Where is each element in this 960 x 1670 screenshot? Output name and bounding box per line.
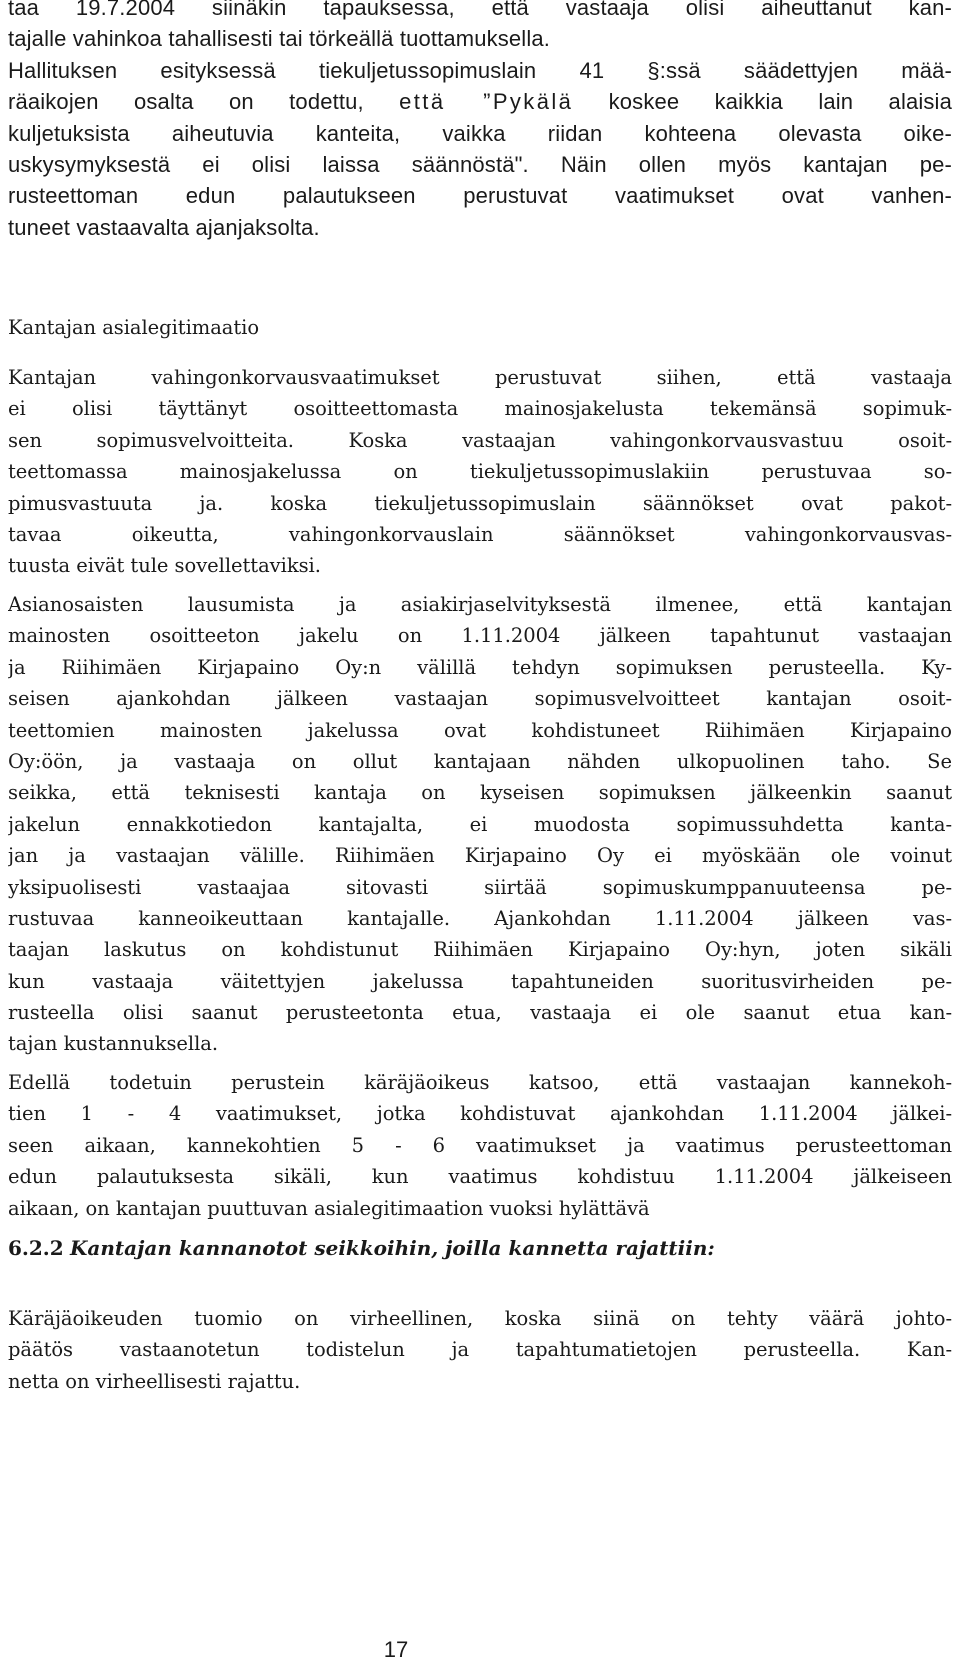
text-line: tien 1 - 4 vaatimukset, jotka kohdistuvat ajankohdan 1.11.2004 jälkei- <box>8 1102 952 1126</box>
text-line: mainosten osoitteeton jakelu on 1.11.2004 jälkeen tapahtunut vastaajan <box>8 624 952 648</box>
section-title: Kantajan kannanotot seikkoihin, joilla kannetta rajattiin: <box>70 1236 715 1260</box>
text-line: jakelun ennakkotiedon kantajalta, ei muodosta sopimussuhdetta kanta- <box>8 812 952 836</box>
text-line: teettomien mainosten jakelussa ovat kohdistuneet Riihimäen Kirjapaino <box>8 718 952 742</box>
text-line: seen aikaan, kannekohtien 5 - 6 vaatimukset ja vaatimus perusteettoman <box>8 1133 952 1157</box>
text-line: Hallituksen esityksessä tiekuljetussopimuslain 41 §:ssä säädettyjen mää- <box>8 57 952 83</box>
text-line: tavaa oikeutta, vahingonkorvauslain säännökset vahingonkorvausvas- <box>8 522 952 546</box>
text-line: Edellä todetuin perustein käräjäoikeus katsoo, että vastaajan kannekoh- <box>8 1071 952 1094</box>
text-line: tuneet vastaavalta ajanjaksolta. <box>8 214 320 240</box>
text-line: rustuvaa kanneoikeuttaan kantajalle. Ajankohdan 1.11.2004 jälkeen vas- <box>8 906 952 930</box>
text-line: tajalle vahinkoa tahallisesti tai törkeällä tuottamuksella. <box>8 26 551 52</box>
text-line: jan ja vastaajan välille. Riihimäen Kirjapaino Oy ei myöskään ole voinut <box>8 844 952 868</box>
text-span: räaikojen osalta on todettu, <box>8 89 364 115</box>
text-line <box>8 86 952 117</box>
text-line: rusteettoman edun palautukseen perustuvat vaatimukset ovat vanhen- <box>8 183 952 209</box>
document-page <box>8 0 952 1670</box>
text-line: kun vastaaja väitettyjen jakelussa tapahtuneiden suoritusvirheiden pe- <box>8 969 952 993</box>
paragraph-vahingonkorvaus <box>8 362 952 582</box>
paragraph-tuomio <box>8 1303 952 1397</box>
text-line: yksipuolisesti vastaajaa sitovasti siirtää sopimuskumppanuuteensa pe- <box>8 875 952 899</box>
section-heading <box>8 1233 952 1264</box>
text-line: uskysymyksestä ei olisi laissa säännöstä". Näin ollen myös kantajan pe- <box>8 151 952 177</box>
subheading <box>8 312 952 343</box>
text-line: ja Riihimäen Kirjapaino Oy:n välillä tehdyn sopimuksen perusteella. Ky- <box>8 655 952 679</box>
text-line: teettomassa mainosjakelussa on tiekuljetussopimuslakiin perustuvaa so- <box>8 460 952 484</box>
section-number: 6.2.2 <box>8 1236 64 1260</box>
text-line: tuusta eivät tule sovellettaviksi. <box>8 554 321 578</box>
text-line: taajan laskutus on kohdistunut Riihimäen Kirjapaino Oy:hyn, joten sikäli <box>8 938 952 962</box>
text-line: rusteella olisi saanut perusteetonta etua, vastaaja ei ole saanut etua kan- <box>8 1001 952 1025</box>
text-line: aikaan, on kantajan puuttuvan asialegitimaation vuoksi hylättävä <box>8 1196 650 1220</box>
paragraph-asianosaisten <box>8 589 952 1060</box>
subheading-text: Kantajan asialegitimaatio <box>8 316 260 339</box>
text-line: taa 19.7.2004 siinäkin tapauksessa, että vastaaja olisi aiheuttanut kan- <box>8 0 952 20</box>
text-line: kuljetuksista aiheutuvia kanteita, vaikka riidan kohteena olevasta oike- <box>8 120 952 146</box>
text-line: seisen ajankohdan jälkeen vastaajan sopimusvelvoitteet kantajan osoit- <box>8 687 952 711</box>
text-line: päätös vastaanotetun todistelun ja tapahtumatietojen perusteella. Kan- <box>8 1338 952 1362</box>
text-line: sen sopimusvelvoitteita. Koska vastaajan vahingonkorvausvastuu osoit- <box>8 428 952 452</box>
text-line: pimusvastuuta ja. koska tiekuljetussopimuslain säännökset ovat pakot- <box>8 491 952 515</box>
text-line: ei olisi täyttänyt osoitteettomasta mainosjakelusta tekemänsä sopimuk- <box>8 397 952 421</box>
paragraph-edella <box>8 1067 952 1224</box>
text-line: Oy:öön, ja vastaaja on ollut kantajaan nähden ulkopuolinen taho. Se <box>8 749 952 773</box>
text-line: tajan kustannuksella. <box>8 1032 219 1056</box>
text-line: Kantajan vahingonkorvausvaatimukset perustuvat siihen, että vastaaja <box>8 366 952 389</box>
page-number: 17 <box>383 1637 409 1662</box>
intro-paragraph <box>8 0 952 243</box>
text-line: edun palautuksesta sikäli, kun vaatimus kohdistuu 1.11.2004 jälkeiseen <box>8 1165 952 1189</box>
text-line: Käräjäoikeuden tuomio on virheellinen, koska siinä on tehty väärä johto- <box>8 1307 952 1330</box>
text-span: koskee kaikkia lain alaisia <box>608 89 952 115</box>
text-line: netta on virheellisesti rajattu. <box>8 1369 301 1393</box>
text-line: seikka, että teknisesti kantaja on kyseisen sopimuksen jälkeenkin saanut <box>8 781 952 805</box>
text-line: Asianosaisten lausumista ja asiakirjaselvityksestä ilmenee, että kantajan <box>8 593 952 616</box>
emphasized-text: että ”Pykälä <box>399 89 574 115</box>
